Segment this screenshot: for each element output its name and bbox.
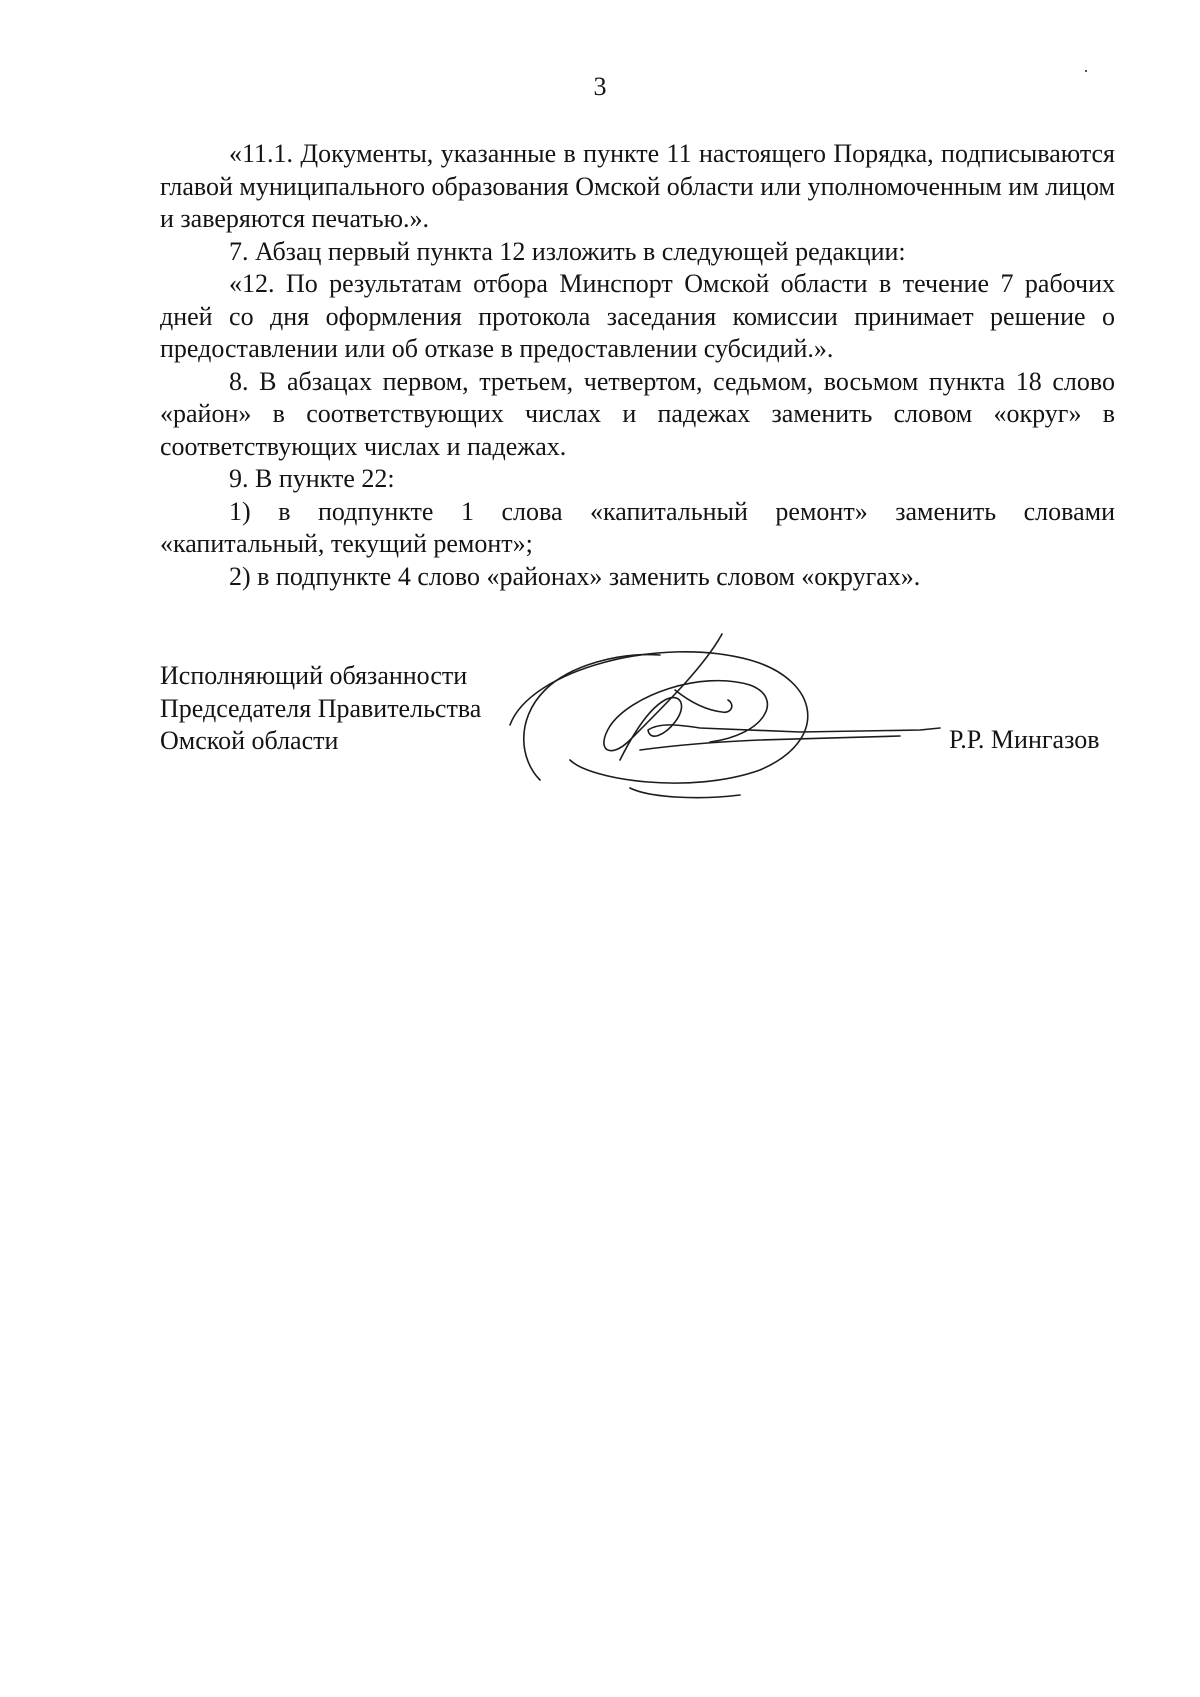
signatory-title-line: Председателя Правительства: [160, 693, 482, 723]
signature-stroke: [630, 788, 740, 798]
scan-speck: [1085, 70, 1087, 72]
signature-stroke: [524, 655, 660, 780]
signatory-title: [160, 660, 481, 758]
page-number: 3: [593, 72, 607, 101]
paragraph-item-8: 8. В абзацах первом, третьем, четвертом, седьмом, восьмом пункта 18 слово «район» в соответствующих числах и падежах заменить словом «округ» в соответствующих числах и падежах.: [160, 366, 1115, 461]
document-body: [160, 138, 1115, 593]
signature-stroke: [640, 736, 900, 750]
paragraph-item-9: 9. В пункте 22:: [229, 464, 395, 493]
signatory-title-line: Омской области: [160, 726, 339, 755]
paragraph-subitem-2: 2) в подпункте 4 слово «районах» заменить словом «округах».: [229, 561, 921, 591]
paragraph-item-7: 7. Абзац первый пункта 12 изложить в следующей редакции:: [229, 236, 906, 266]
signature-stroke: [675, 690, 732, 712]
paragraph-11-1: «11.1. Документы, указанные в пункте 11 настоящего Порядка, подписываются главой муниципального образования Омской области или уполномоченным им лицом и заверяются печатью.».: [160, 139, 1115, 233]
signatory-title-line: Исполняющий обязанности: [160, 661, 468, 690]
paragraph-subitem-1: 1) в подпункте 1 слова «капитальный ремонт» заменить словами «капитальный, текущий ремонт»;: [160, 496, 1115, 558]
handwritten-signature: [500, 630, 980, 830]
paragraph-12: «12. По результатам отбора Минспорт Омской области в течение 7 рабочих дней со дня оформления протокола заседания комиссии принимает решение о предоставлении или об отказе в предоставлении субсидий.».: [160, 269, 1115, 363]
signature-stroke: [620, 698, 940, 760]
signer-name: Р.Р. Мингазов: [949, 725, 1100, 754]
